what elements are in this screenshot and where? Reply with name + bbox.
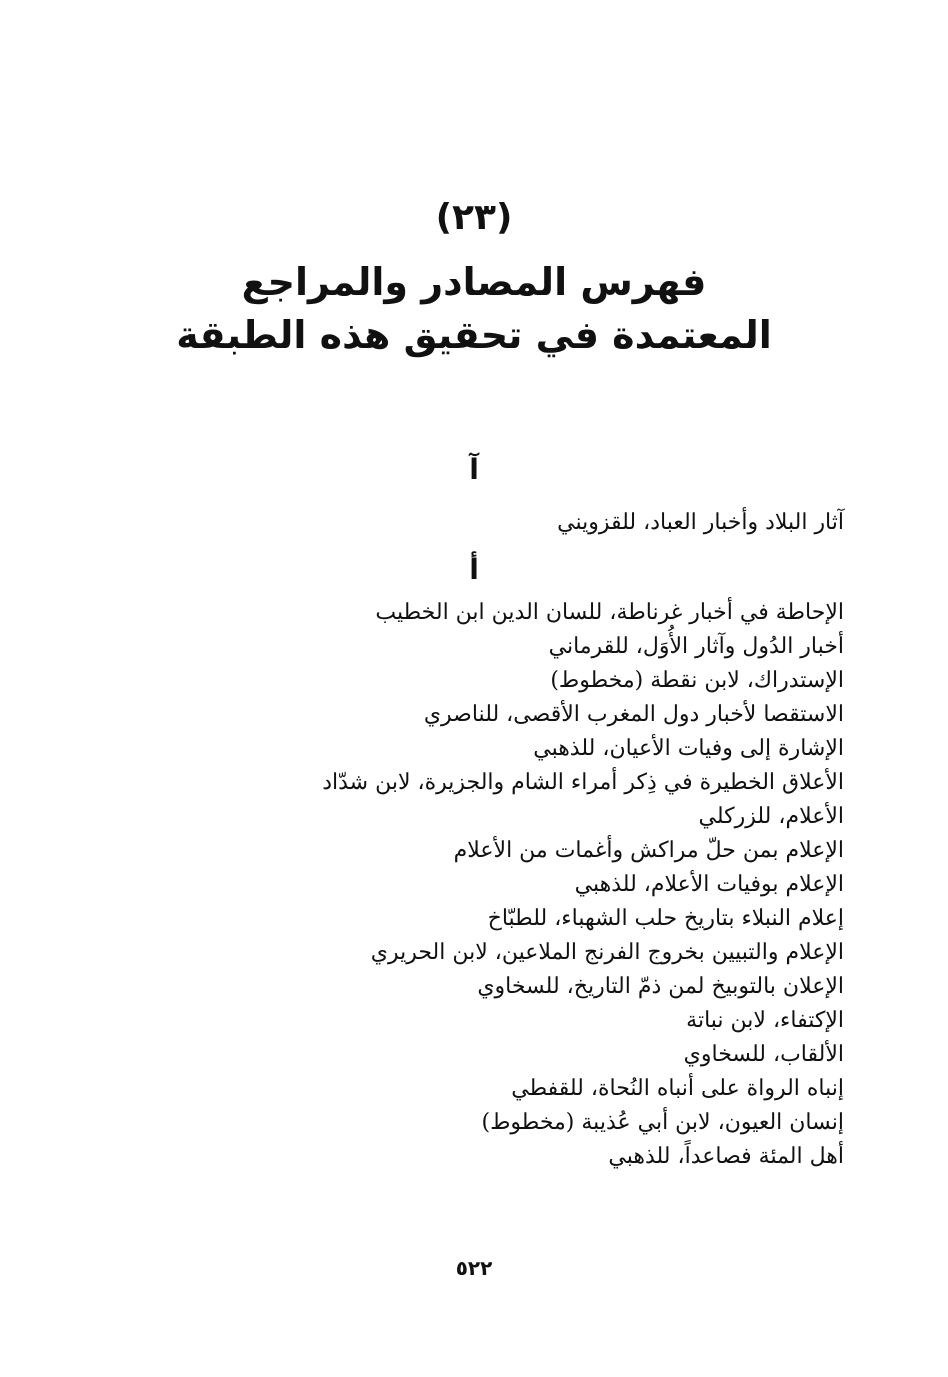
list-item: إعلام النبلاء بتاريخ حلب الشهباء، للطبّاخ — [487, 906, 844, 931]
list-item: الألقاب، للسخاوي — [683, 1042, 844, 1067]
page-number: ٥٢٢ — [455, 1256, 493, 1280]
list-item: أهل المئة فصاعداً، للذهبي — [608, 1144, 844, 1169]
list-item: إنباه الرواة على أنباه النُحاة، للقفطي — [511, 1076, 844, 1101]
list-item: إنسان العيون، لابن أبي عُذيبة (مخطوط) — [481, 1110, 844, 1135]
list-item: الأعلاق الخطيرة في ذِكر أمراء الشام والجزيرة، لابن شدّاد — [322, 770, 844, 795]
list-item: آثار البلاد وأخبار العباد، للقزويني — [557, 510, 844, 535]
section-letter-alif-madda: آ — [469, 453, 479, 486]
list-item: الإستدراك، لابن نقطة (مخطوط) — [550, 668, 844, 693]
chapter-number: (٢٣) — [435, 197, 513, 238]
list-item: الإعلام والتبيين بخروج الفرنج الملاعين، لابن الحريري — [370, 940, 844, 965]
list-item: الإحاطة في أخبار غرناطة، للسان الدين ابن الخطيب — [375, 600, 844, 625]
list-item: الإكتفاء، لابن نباتة — [686, 1008, 844, 1033]
list-item: الإعلام بمن حلّ مراكش وأغمات من الأعلام — [453, 838, 844, 863]
list-item: الإعلان بالتوبيخ لمن ذمّ التاريخ، للسخاوي — [477, 974, 844, 999]
list-item: الاستقصا لأخبار دول المغرب الأقصى، للناصري — [423, 702, 844, 727]
page-title-line-1: فهرس المصادر والمراجع — [241, 260, 707, 304]
page-title-line-2: المعتمدة في تحقيق هذه الطبقة — [176, 313, 772, 357]
list-item: الإعلام بوفيات الأعلام، للذهبي — [574, 872, 844, 897]
list-item: الإشارة إلى وفيات الأعيان، للذهبي — [533, 736, 844, 761]
list-item: الأعلام، للزركلي — [698, 804, 844, 829]
section-letter-alif-hamza: أ — [469, 553, 479, 586]
list-item: أخبار الدُول وآثار الأُوَل، للقرماني — [548, 634, 844, 659]
